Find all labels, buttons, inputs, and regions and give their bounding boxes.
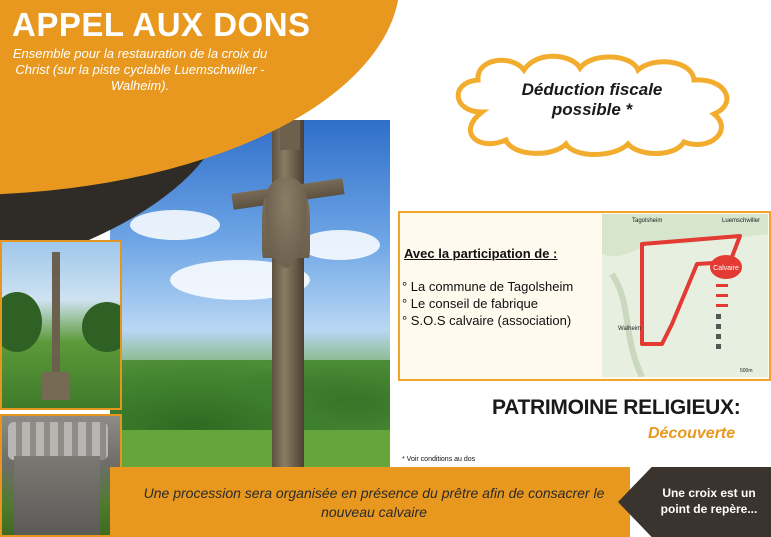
cross-post: [272, 120, 304, 470]
partners-title: Avec la participation de :: [404, 246, 558, 261]
cross-post-small: [52, 252, 60, 382]
partners-list: [402, 278, 573, 329]
heritage-title: PATRIMOINE RELIGIEUX:: [492, 396, 741, 419]
map-place-label: Walheim: [618, 326, 642, 332]
landmark-text: Une croix est un point de repère...: [660, 486, 758, 516]
tax-deduction-note: Déduction fiscale possible *: [521, 80, 663, 119]
grass-field: [110, 430, 390, 470]
partner-item: ° Le conseil de fabrique: [402, 296, 539, 311]
stone-block: [14, 456, 100, 536]
footnote: * Voir conditions au dos: [402, 456, 476, 463]
christ-figure: [262, 178, 310, 278]
cross-thumbnail-photo: [0, 240, 122, 410]
page-title: APPEL AUX DONS: [12, 6, 311, 43]
map-scale: 500m: [740, 368, 753, 374]
stone-base-photo: [0, 414, 122, 537]
map-place-label: Tagolsheim: [632, 218, 663, 224]
route-map: [602, 214, 768, 377]
cloud-shape: [130, 210, 220, 240]
procession-text: Une procession sera organisée en présence du prêtre afin de consacrer le nouveau calvaire: [143, 485, 605, 520]
page-subtitle: Ensemble pour la restauration de la croix du Christ (sur la piste cyclable Luemschwiller - Walheim).: [12, 46, 268, 93]
cross-base-small: [42, 372, 70, 400]
tree: [82, 302, 122, 352]
heritage-tag: Découverte: [648, 425, 736, 442]
calvaire-label: Calvaire: [713, 265, 739, 272]
partner-item: ° S.O.S calvaire (association): [402, 313, 572, 328]
stone-top: [8, 422, 108, 460]
tree: [0, 292, 42, 352]
cloud-shape: [300, 230, 380, 260]
partner-item: ° La commune de Tagolsheim: [402, 279, 574, 294]
map-place-label: Luemschwiller: [722, 218, 761, 224]
